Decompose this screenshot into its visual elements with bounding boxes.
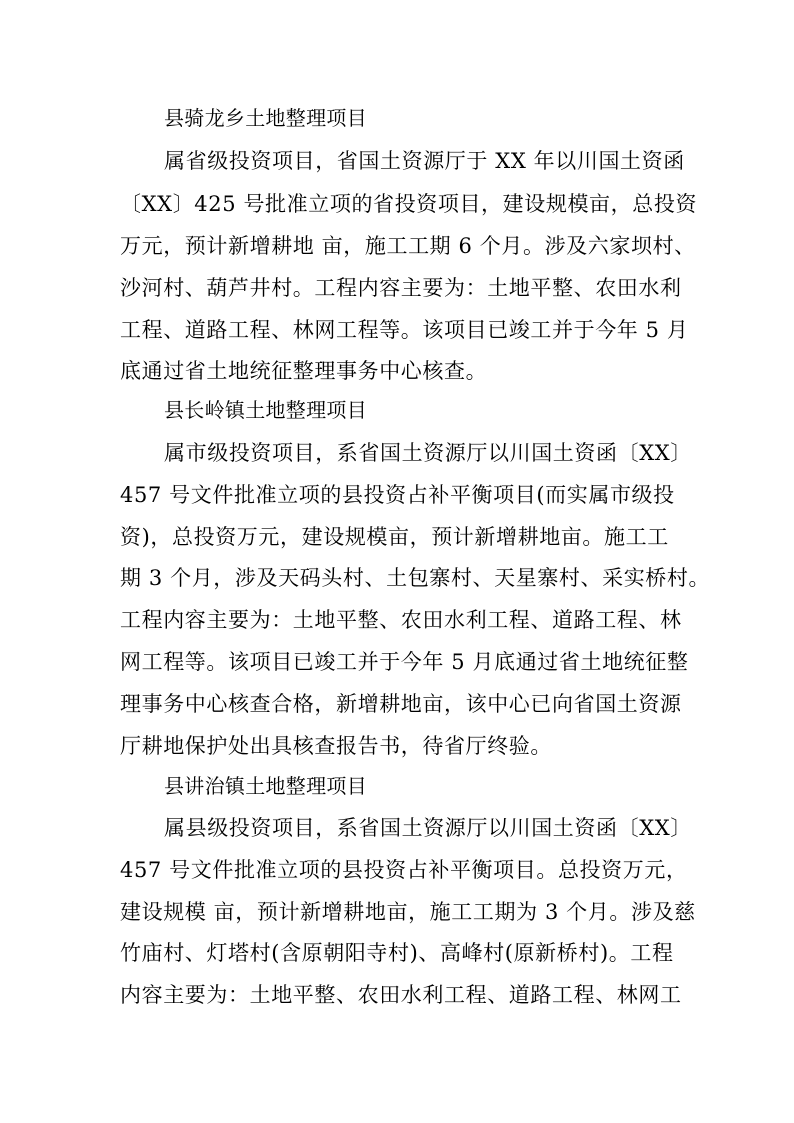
paragraph-line: 沙河村、葫芦井村。工程内容主要为：土地平整、农田水利 [120,276,682,300]
paragraph-line: 理事务中心核查合格，新增耕地亩，该中心已向省国土资源 [120,692,682,716]
paragraph-line: 工程内容主要为：土地平整、农田水利工程、道路工程、林 [120,608,682,632]
paragraph-line: 工程、道路工程、林网工程等。该项目已竣工并于今年 5 月 [120,318,689,342]
paragraph-line: 457 号文件批准立项的县投资占补平衡项目。总投资万元， [120,858,688,882]
section-heading: 县骑龙乡土地整理项目 [164,106,367,130]
paragraph-line: 〔XX〕425 号批准立项的省投资项目，建设规模亩，总投资 [120,192,698,216]
paragraph-line: 厅耕地保护处出具核查报告书，待省厅终验。 [120,734,552,758]
section-heading: 县长岭镇土地整理项目 [164,398,367,422]
paragraph-line: 457 号文件批准立项的县投资占补平衡项目(而实属市级投 [120,483,675,507]
paragraph-line: 万元，预计新增耕地 亩，施工工期 6 个月。涉及六家坝村、 [120,234,696,258]
paragraph-line: 属省级投资项目，省国土资源厅于 XX 年以川国土资函 [164,149,685,173]
paragraph-line: 期 3 个月，涉及天码头村、土包寨村、天星寨村、采实桥村。 [120,566,711,590]
paragraph-line: 建设规模 亩，预计新增耕地亩，施工工期为 3 个月。涉及慈 [120,900,696,924]
paragraph-line: 内容主要为：土地平整、农田水利工程、道路工程、林网工 [120,983,682,1007]
paragraph-line: 属市级投资项目，系省国土资源厅以川国土资函〔XX〕 [164,441,692,465]
section-heading: 县讲治镇土地整理项目 [164,774,367,798]
paragraph-line: 网工程等。该项目已竣工并于今年 5 月底通过省土地统征整 [120,650,689,674]
paragraph-line: 资)，总投资万元，建设规模亩，预计新增耕地亩。施工工 [120,525,669,549]
paragraph-line: 竹庙村、灯塔村(含原朝阳寺村)、高峰村(原新桥村)。工程 [120,941,674,965]
paragraph-line: 属县级投资项目，系省国土资源厅以川国土资函〔XX〕 [164,816,692,840]
paragraph-line: 底通过省土地统征整理事务中心核查。 [120,359,488,383]
